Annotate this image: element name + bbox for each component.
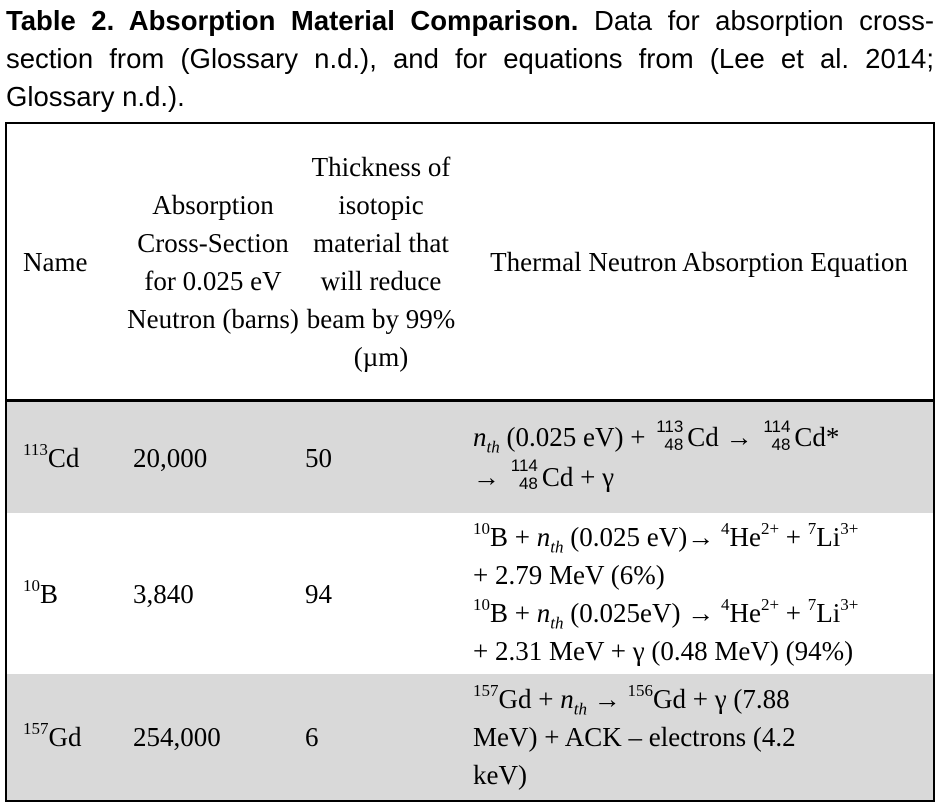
table-header-row xyxy=(7,124,933,402)
header-equation: Thermal Neutron Absorption Equation xyxy=(490,246,908,277)
equation-cell: $^{10}B + n_{th}$ (0.025 $eV)\to ^4He^{2+} + ^7Li^{3+}$ + 2.79 MeV (6%) $^{10}B + n_{th}$ $(0.025eV) \to ^4He^{2+} + ^7Li^{3+}$ + 2.31 MeV + γ (0.48 MeV) (94%) xyxy=(461,513,933,674)
header-cross-section: Absorption Cross-Section for 0.025 eV Neutron (barns) xyxy=(127,189,299,334)
absorption-table xyxy=(5,122,935,802)
isotope-name xyxy=(7,402,125,513)
cross-section-value: 20,000 xyxy=(133,442,208,473)
equation-cell xyxy=(461,402,933,513)
eq-text: (0.025 eV) + xyxy=(506,421,646,452)
neutron-symbol: n xyxy=(536,597,551,628)
header-thickness: Thickness of isotopic material that will reduce beam by 99% (µm) xyxy=(306,151,456,372)
mass-number: 10 xyxy=(23,575,40,595)
table-caption xyxy=(6,2,934,116)
eq-text: Cd + γ xyxy=(541,461,615,492)
equation-cell: $^{157}Gd + n_{th} \to ^{156}Gd + \gamma$ (7.88 MeV) + ACK – electrons (4.2 keV) xyxy=(461,674,933,800)
eq-text: + 2.79 MeV (6%) xyxy=(473,559,665,590)
table-row xyxy=(7,674,933,800)
header-name: Name xyxy=(23,246,88,277)
nuclide-notation: 114 48 xyxy=(763,416,791,454)
mass-number: 157 xyxy=(23,719,49,738)
eq-text: Cd* xyxy=(794,421,840,452)
arrow: → xyxy=(725,421,753,452)
caption-text: Data for absorption cross-section from (Glossary n.d.), and for equations from (Lee et al. 2014; Glossary n.d.). xyxy=(6,5,934,112)
element-symbol: B xyxy=(40,578,59,609)
cross-section-value: 3,840 xyxy=(133,578,194,609)
cross-section-value: 254,000 xyxy=(133,722,221,752)
mass-number: 113 xyxy=(23,439,48,459)
nuclide-notation: 113 48 xyxy=(656,416,684,454)
arrow: → xyxy=(473,461,500,492)
isotope-name xyxy=(7,674,125,800)
thermal-subscript: th xyxy=(486,437,500,457)
element-symbol: Gd xyxy=(48,722,82,752)
eq-text: Cd xyxy=(687,421,719,452)
thickness-value: 6 xyxy=(305,722,319,752)
eq-text: MeV) + ACK – electrons (4.2 xyxy=(473,722,796,752)
caption-title: Table 2. Absorption Material Comparison. xyxy=(6,5,579,36)
eq-text: keV) xyxy=(473,760,527,790)
nuclide-notation: 114 48 xyxy=(510,456,538,494)
isotope-name xyxy=(7,513,125,674)
neutron-symbol: n xyxy=(560,684,574,714)
thickness-value: 50 xyxy=(305,442,332,473)
neutron-symbol: n xyxy=(473,421,487,452)
table-row xyxy=(7,513,933,674)
neutron-symbol: n xyxy=(536,521,551,552)
thickness-value: 94 xyxy=(305,578,332,609)
table-row xyxy=(7,402,933,513)
eq-text: + 2.31 MeV + γ (0.48 MeV) (94%) xyxy=(473,635,854,666)
element-symbol: Cd xyxy=(47,442,80,473)
